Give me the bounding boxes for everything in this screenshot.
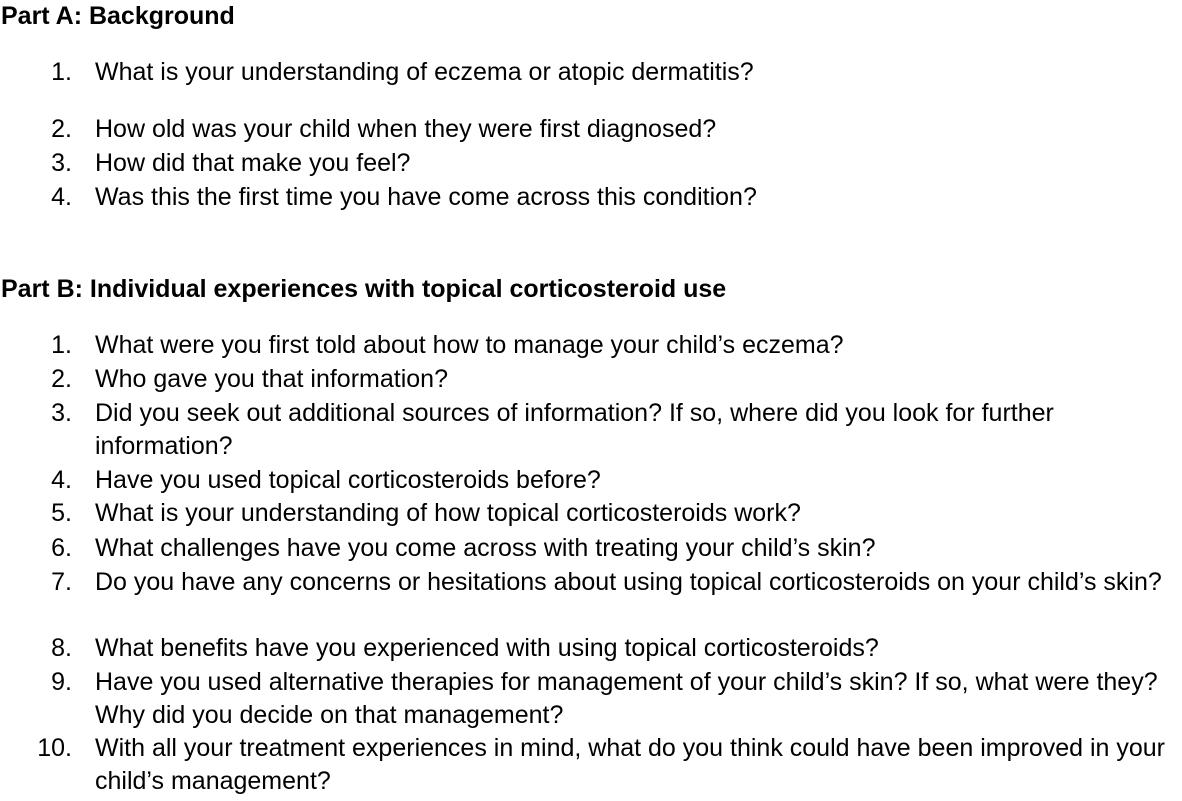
question-text: With all your treatment experiences in mind, what do you think could have been improved in your child’s management? — [95, 734, 1166, 795]
question-number: 10. — [37, 734, 72, 762]
question-text: Have you used alternative therapies for management of your child’s skin? If so, what were they? Why did you decide on that management? — [95, 668, 1158, 729]
question-number: 2. — [51, 115, 72, 143]
question-text: Have you used topical corticosteroids before? — [95, 466, 601, 494]
question-text: What challenges have you come across with treating your child’s skin? — [95, 534, 876, 562]
question-number: 4. — [51, 183, 72, 211]
question-text: What is your understanding of how topical corticosteroids work? — [95, 499, 801, 527]
question-number: 2. — [51, 365, 72, 393]
question-text: Who gave you that information? — [95, 365, 448, 393]
question-text: What were you first told about how to manage your child’s eczema? — [95, 331, 844, 359]
question-number: 5. — [51, 499, 72, 527]
question-number: 6. — [51, 534, 72, 562]
question-text: Do you have any concerns or hesitations about using topical corticosteroids on your child’s skin? — [95, 568, 1162, 596]
question-text: Did you seek out additional sources of information? If so, where did you look for further information? — [95, 399, 1054, 460]
question-number: 3. — [51, 399, 72, 427]
question-number: 1. — [51, 331, 72, 359]
question-number: 8. — [51, 634, 72, 662]
question-number: 9. — [51, 668, 72, 696]
question-text: Was this the first time you have come across this condition? — [95, 183, 757, 211]
question-text: What benefits have you experienced with using topical corticosteroids? — [95, 634, 879, 662]
question-number: 3. — [51, 149, 72, 177]
question-text: How did that make you feel? — [95, 149, 411, 177]
question-text: How old was your child when they were first diagnosed? — [95, 115, 717, 143]
section-heading-part-b: Part B: Individual experiences with topical corticosteroid use — [1, 275, 727, 303]
question-text: What is your understanding of eczema or atopic dermatitis? — [95, 58, 754, 86]
question-number: 1. — [51, 58, 72, 86]
question-number: 4. — [51, 466, 72, 494]
question-number: 7. — [51, 568, 72, 596]
section-heading-part-a: Part A: Background — [1, 2, 235, 30]
